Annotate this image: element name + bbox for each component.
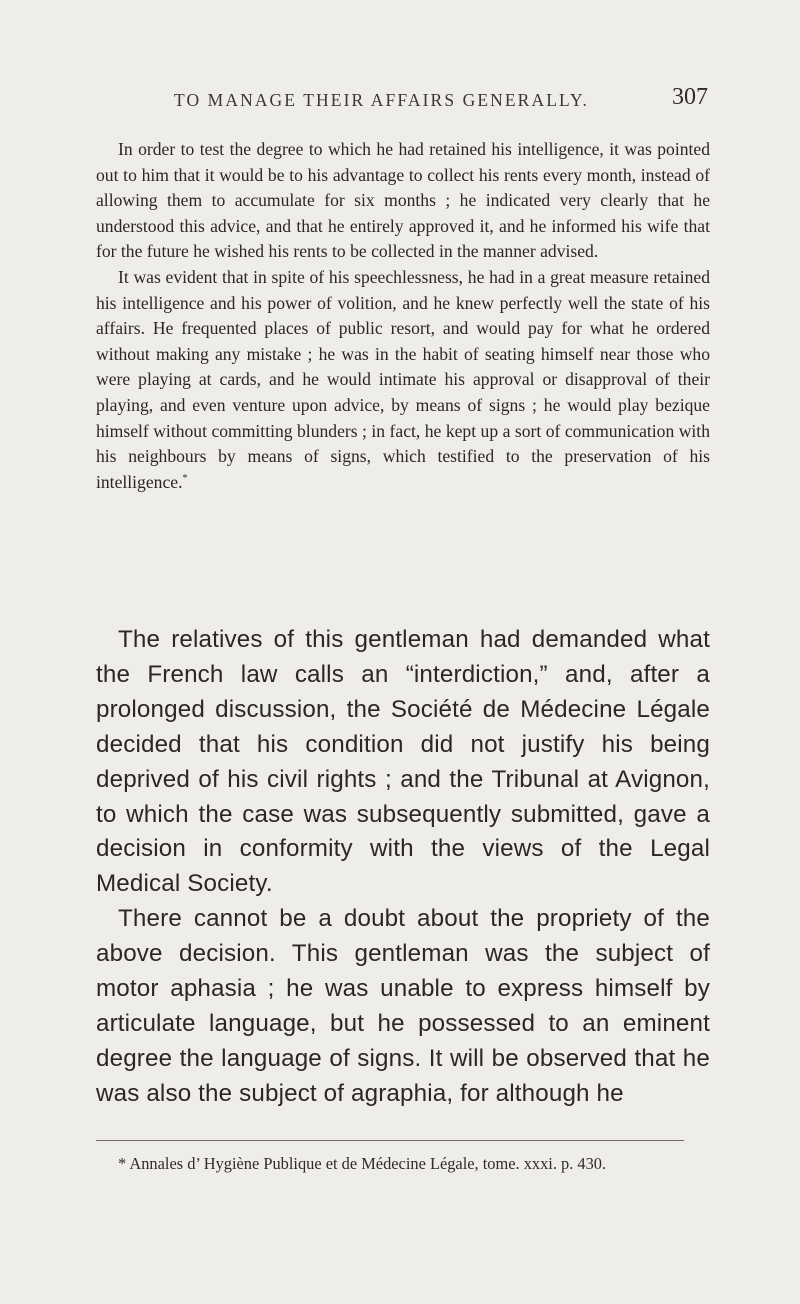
paragraph-4: There cannot be a doubt about the propriety of the above decision. This gentleman was the subject of motor aphasia ; he was unable to express himself by articulate language, but he possessed to an eminent degree the language of signs. It will be observed that he was also the subject of agraphia, for although he	[96, 905, 710, 1107]
footnote	[96, 1152, 710, 1175]
footnote-marker: *	[182, 472, 188, 484]
body-text-upper	[96, 137, 710, 495]
page-number: 307	[672, 84, 708, 110]
paragraph-1: In order to test the degree to which he had retained his intelligence, it was pointed out to him that it would be to his advantage to collect his rents every month, instead of allowing them to accumulate for six months ; he indicated very clearly that he understood this advice, and that he entirely approved it, and he informed his wife that for the future he wished his rents to be collected in the manner advised.	[96, 139, 710, 262]
paragraph-2	[96, 265, 710, 495]
footnote-text: * Annales d’ Hygiène Publique et de Médecine Légale, tome. xxxi. p. 430.	[118, 1154, 607, 1173]
footnote-divider	[96, 1140, 684, 1141]
running-head: TO MANAGE THEIR AFFAIRS GENERALLY.	[174, 90, 589, 110]
page-header	[96, 86, 708, 116]
paragraph-3: The relatives of this gentleman had demanded what the French law calls an “interdiction,” and, after a prolonged discussion, the Société de Médecine Légale decided that his condition did not justify his being deprived of his civil rights ; and the Tribunal at Avignon, to which the case was subsequently submitted, gave a decision in conformity with the views of the Legal Medical Society.	[96, 626, 710, 898]
body-text-lower	[96, 623, 710, 1112]
paragraph-2-text: It was evident that in spite of his speechlessness, he had in a great measure retained his intelligence and his power of volition, and he knew perfectly well the state of his affairs. He frequented places of public resort, and would pay for what he ordered without making any mistake ; he was in the habit of seating himself near those who were playing at cards, and he would intimate his approval or disapproval of their playing, and even venture upon advice, by means of signs ; he would play bezique himself without committing blunders ; in fact, he kept up a sort of communication with his neighbours by means of signs, which testified to the preservation of his intelligence.	[96, 266, 710, 492]
